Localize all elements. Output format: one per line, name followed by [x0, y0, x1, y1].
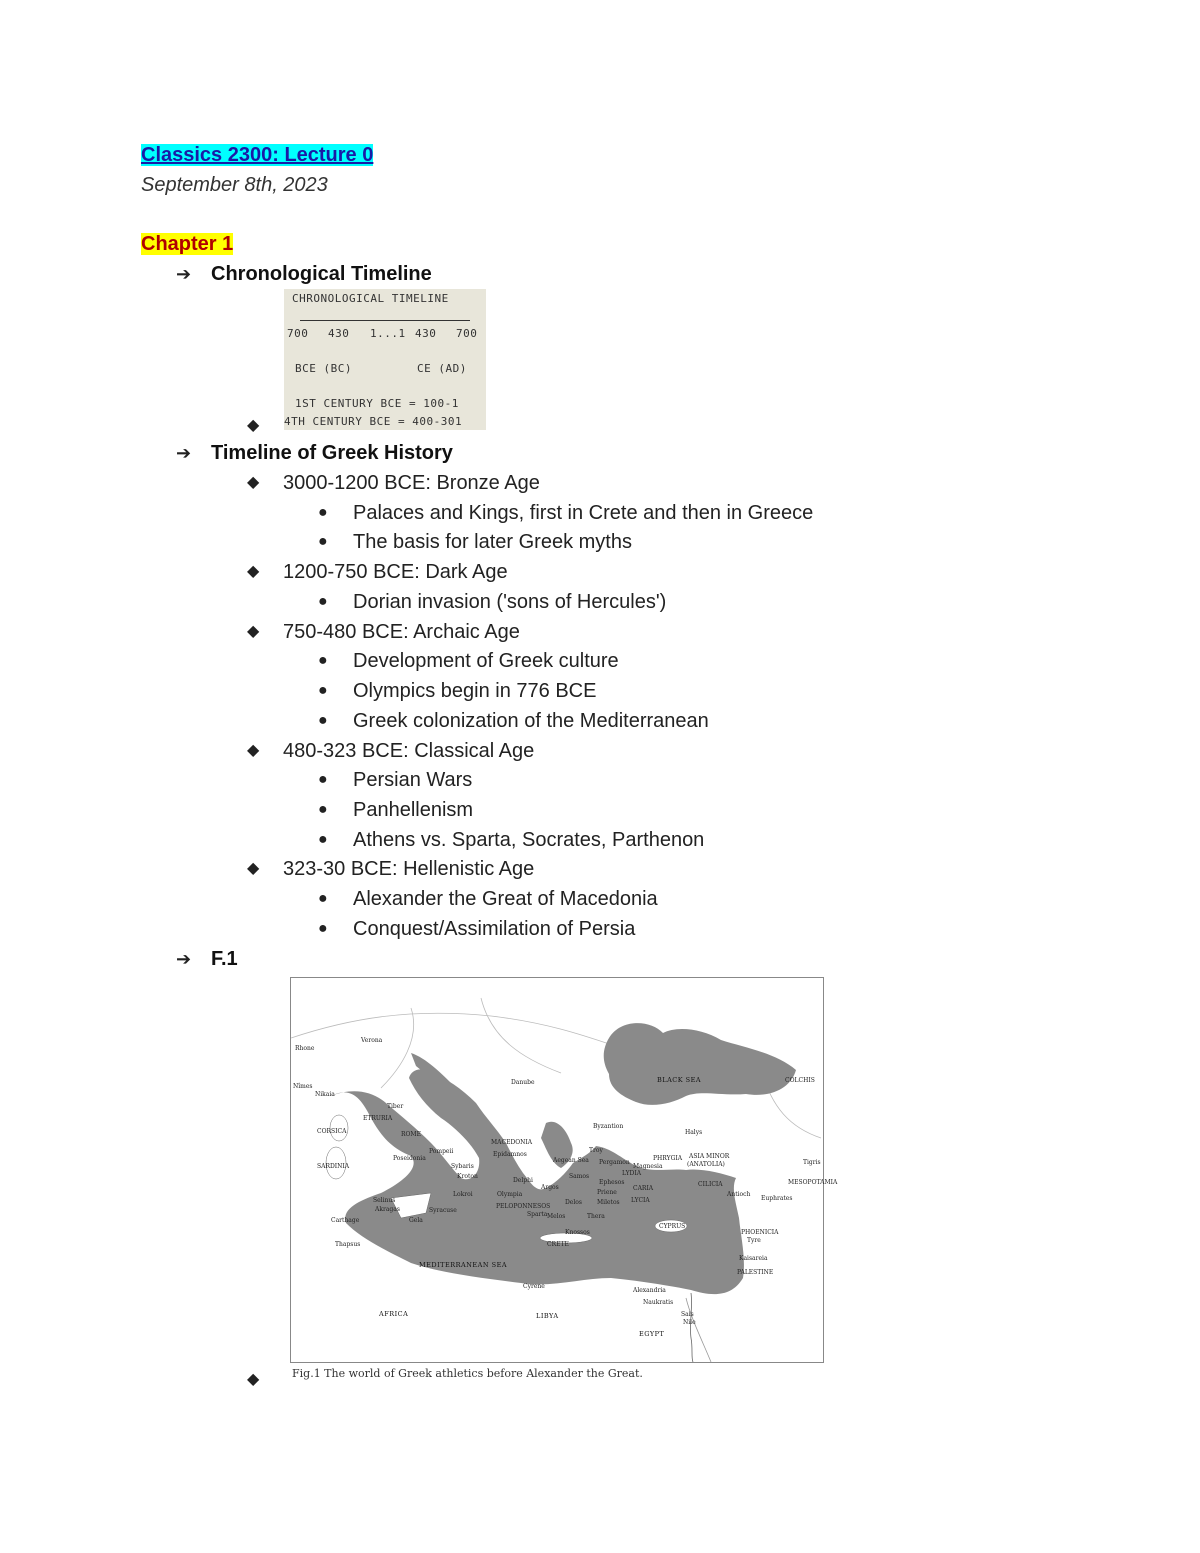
arrow-bullet-icon: ➔: [176, 443, 192, 463]
timeline-figure-rule: [300, 320, 470, 321]
map-label: MACEDONIA: [491, 1139, 533, 1146]
period-classical-age: 480-323 BCE: Classical Age: [283, 740, 535, 762]
diamond-bullet-icon: ◆: [247, 417, 260, 434]
map-label: Euphrates: [761, 1195, 793, 1202]
dot-bullet-icon: ●: [318, 593, 328, 610]
map-label: MEDITERRANEAN SEA: [419, 1261, 508, 1269]
list-item: The basis for later Greek myths: [353, 531, 632, 553]
map-label: Miletos: [597, 1199, 620, 1206]
arrow-bullet-icon: ➔: [176, 949, 192, 969]
map-label: ASIA MINOR: [689, 1153, 730, 1160]
map-label: Danube: [511, 1079, 535, 1086]
map-label: Selinus: [373, 1197, 396, 1204]
map-label: Troy: [589, 1147, 603, 1154]
lecture-title[interactable]: Classics 2300: Lecture 0: [141, 144, 374, 166]
map-label: Rhone: [295, 1045, 315, 1052]
map-label: LYDIA: [622, 1170, 642, 1177]
period-dark-age: 1200-750 BCE: Dark Age: [283, 561, 508, 583]
map-label: Kaisareia: [739, 1255, 768, 1262]
map-label: COLCHIS: [785, 1077, 815, 1084]
map-label: Syracuse: [429, 1207, 457, 1214]
diamond-bullet-icon: ◆: [247, 860, 260, 877]
map-label: Kroton: [457, 1173, 478, 1180]
dot-bullet-icon: ●: [318, 771, 328, 788]
map-label: Epidamnos: [493, 1151, 527, 1158]
map-label: Ephesos: [599, 1179, 625, 1186]
map-label: BLACK SEA: [657, 1076, 702, 1084]
map-label: Naukratis: [643, 1299, 674, 1306]
dot-bullet-icon: ●: [318, 831, 328, 848]
arrow-bullet-icon: ➔: [176, 264, 192, 284]
map-label: Samos: [569, 1173, 590, 1180]
map-label: Tigris: [803, 1159, 821, 1166]
map-label: PHOENICIA: [741, 1229, 779, 1236]
dot-bullet-icon: ●: [318, 652, 328, 669]
map-label: LYCIA: [631, 1197, 650, 1204]
dot-bullet-icon: ●: [318, 920, 328, 937]
chronological-timeline-figure: [284, 289, 486, 430]
diamond-bullet-icon: ◆: [247, 742, 260, 759]
list-item: Conquest/Assimilation of Persia: [353, 918, 636, 940]
section-greek-history: Timeline of Greek History: [211, 442, 453, 464]
map-label: ROME: [401, 1131, 421, 1138]
diamond-bullet-icon: ◆: [247, 623, 260, 640]
list-item: Persian Wars: [353, 769, 473, 791]
timeline-figure-title: CHRONOLOGICAL TIMELINE: [292, 292, 449, 305]
diamond-bullet-icon: ◆: [247, 1371, 260, 1388]
map-label: Pompeii: [429, 1148, 454, 1155]
map-label: Olympia: [497, 1191, 523, 1198]
dot-bullet-icon: ●: [318, 801, 328, 818]
list-item: Alexander the Great of Macedonia: [353, 888, 658, 910]
timeline-bce: BCE (BC): [295, 362, 352, 375]
section-chronological-timeline: Chronological Timeline: [211, 263, 432, 285]
map-label: Thera: [587, 1213, 605, 1220]
list-item: Panhellenism: [353, 799, 474, 821]
map-label: Byzantion: [593, 1123, 624, 1130]
map-label: Nîmes: [293, 1083, 313, 1090]
greek-world-map: [290, 977, 838, 1363]
timeline-note: 1ST CENTURY BCE = 100-1: [295, 397, 459, 410]
map-label: Magnesia: [633, 1163, 663, 1170]
timeline-tick: 430: [328, 327, 350, 340]
map-label: Delos: [565, 1199, 582, 1206]
section-f1: F.1: [211, 948, 238, 970]
map-label: Sybaris: [451, 1163, 474, 1170]
map-label: CYPRUS: [659, 1223, 686, 1230]
map-label: CILICIA: [698, 1181, 723, 1188]
timeline-note: 4TH CENTURY BCE = 400-301: [284, 415, 463, 428]
period-archaic-age: 750-480 BCE: Archaic Age: [283, 621, 520, 643]
dot-bullet-icon: ●: [318, 890, 328, 907]
map-label: Sparta: [527, 1211, 548, 1218]
map-label: SARDINIA: [317, 1163, 350, 1170]
map-label: Argos: [541, 1184, 559, 1191]
list-item: Athens vs. Sparta, Socrates, Parthenon: [353, 829, 705, 851]
map-caption: Fig.1 The world of Greek athletics before Alexander the Great.: [292, 1367, 643, 1380]
map-label: CORSICA: [317, 1128, 347, 1135]
timeline-tick: 430: [415, 327, 437, 340]
map-label: Halys: [685, 1129, 703, 1136]
map-label: AFRICA: [379, 1310, 409, 1318]
list-item: Olympics begin in 776 BCE: [353, 680, 597, 702]
timeline-ce: CE (AD): [417, 362, 467, 375]
map-label: Tiber: [387, 1103, 404, 1110]
map-label: Poseidonia: [393, 1155, 426, 1162]
map-svg: [291, 978, 838, 1362]
map-label: Delphi: [513, 1177, 533, 1184]
map-label: Alexandria: [633, 1287, 666, 1294]
map-label: Carthage: [331, 1217, 360, 1224]
lecture-title-line: [141, 142, 373, 168]
diamond-bullet-icon: ◆: [247, 563, 260, 580]
timeline-tick: 700: [456, 327, 478, 340]
map-label: Lokroi: [453, 1191, 473, 1198]
map-label: PELOPONNESOS: [496, 1203, 551, 1210]
map-label: Knossos: [565, 1229, 590, 1236]
list-item: Greek colonization of the Mediterranean: [353, 710, 709, 732]
map-label: Sais: [681, 1311, 694, 1318]
list-item: Palaces and Kings, first in Crete and then in Greece: [353, 502, 814, 524]
list-item: Development of Greek culture: [353, 650, 619, 672]
lecture-date: September 8th, 2023: [141, 174, 328, 196]
map-label: Verona: [361, 1037, 383, 1044]
map-label: Cyrene: [523, 1283, 545, 1290]
list-item: Dorian invasion ('sons of Hercules'): [353, 591, 667, 613]
map-label: Priene: [597, 1189, 617, 1196]
map-label: Pergamon: [599, 1159, 630, 1166]
map-label: Nikaia: [315, 1091, 335, 1098]
map-label: Gela: [409, 1217, 423, 1224]
map-label: EGYPT: [639, 1330, 665, 1338]
map-label: MESOPOTAMIA: [788, 1179, 838, 1186]
dot-bullet-icon: ●: [318, 682, 328, 699]
map-label: Thapsus: [335, 1241, 361, 1248]
period-hellenistic-age: 323-30 BCE: Hellenistic Age: [283, 858, 535, 880]
map-label: LIBYA: [536, 1312, 559, 1320]
period-bronze-age: 3000-1200 BCE: Bronze Age: [283, 472, 540, 494]
chapter-heading: Chapter 1: [141, 233, 234, 255]
map-label: Melos: [547, 1213, 566, 1220]
chapter-heading-line: [141, 231, 233, 257]
dot-bullet-icon: ●: [318, 504, 328, 521]
diamond-bullet-icon: ◆: [247, 474, 260, 491]
map-label: Akragas: [375, 1206, 400, 1213]
map-label: Tyre: [747, 1237, 761, 1244]
timeline-tick: 1...1: [370, 327, 406, 340]
map-label: CRETE: [547, 1241, 569, 1248]
map-label: Antioch: [727, 1191, 751, 1198]
map-label: Aegean Sea: [553, 1157, 589, 1164]
map-label: ETRURIA: [363, 1115, 393, 1122]
map-label: CARIA: [633, 1185, 654, 1192]
map-label: (ANATOLIA): [687, 1161, 725, 1168]
dot-bullet-icon: ●: [318, 712, 328, 729]
dot-bullet-icon: ●: [318, 533, 328, 550]
timeline-tick: 700: [287, 327, 309, 340]
map-label: Nile: [683, 1319, 696, 1326]
map-label: PALESTINE: [737, 1269, 774, 1276]
map-label: PHRYGIA: [653, 1155, 683, 1162]
